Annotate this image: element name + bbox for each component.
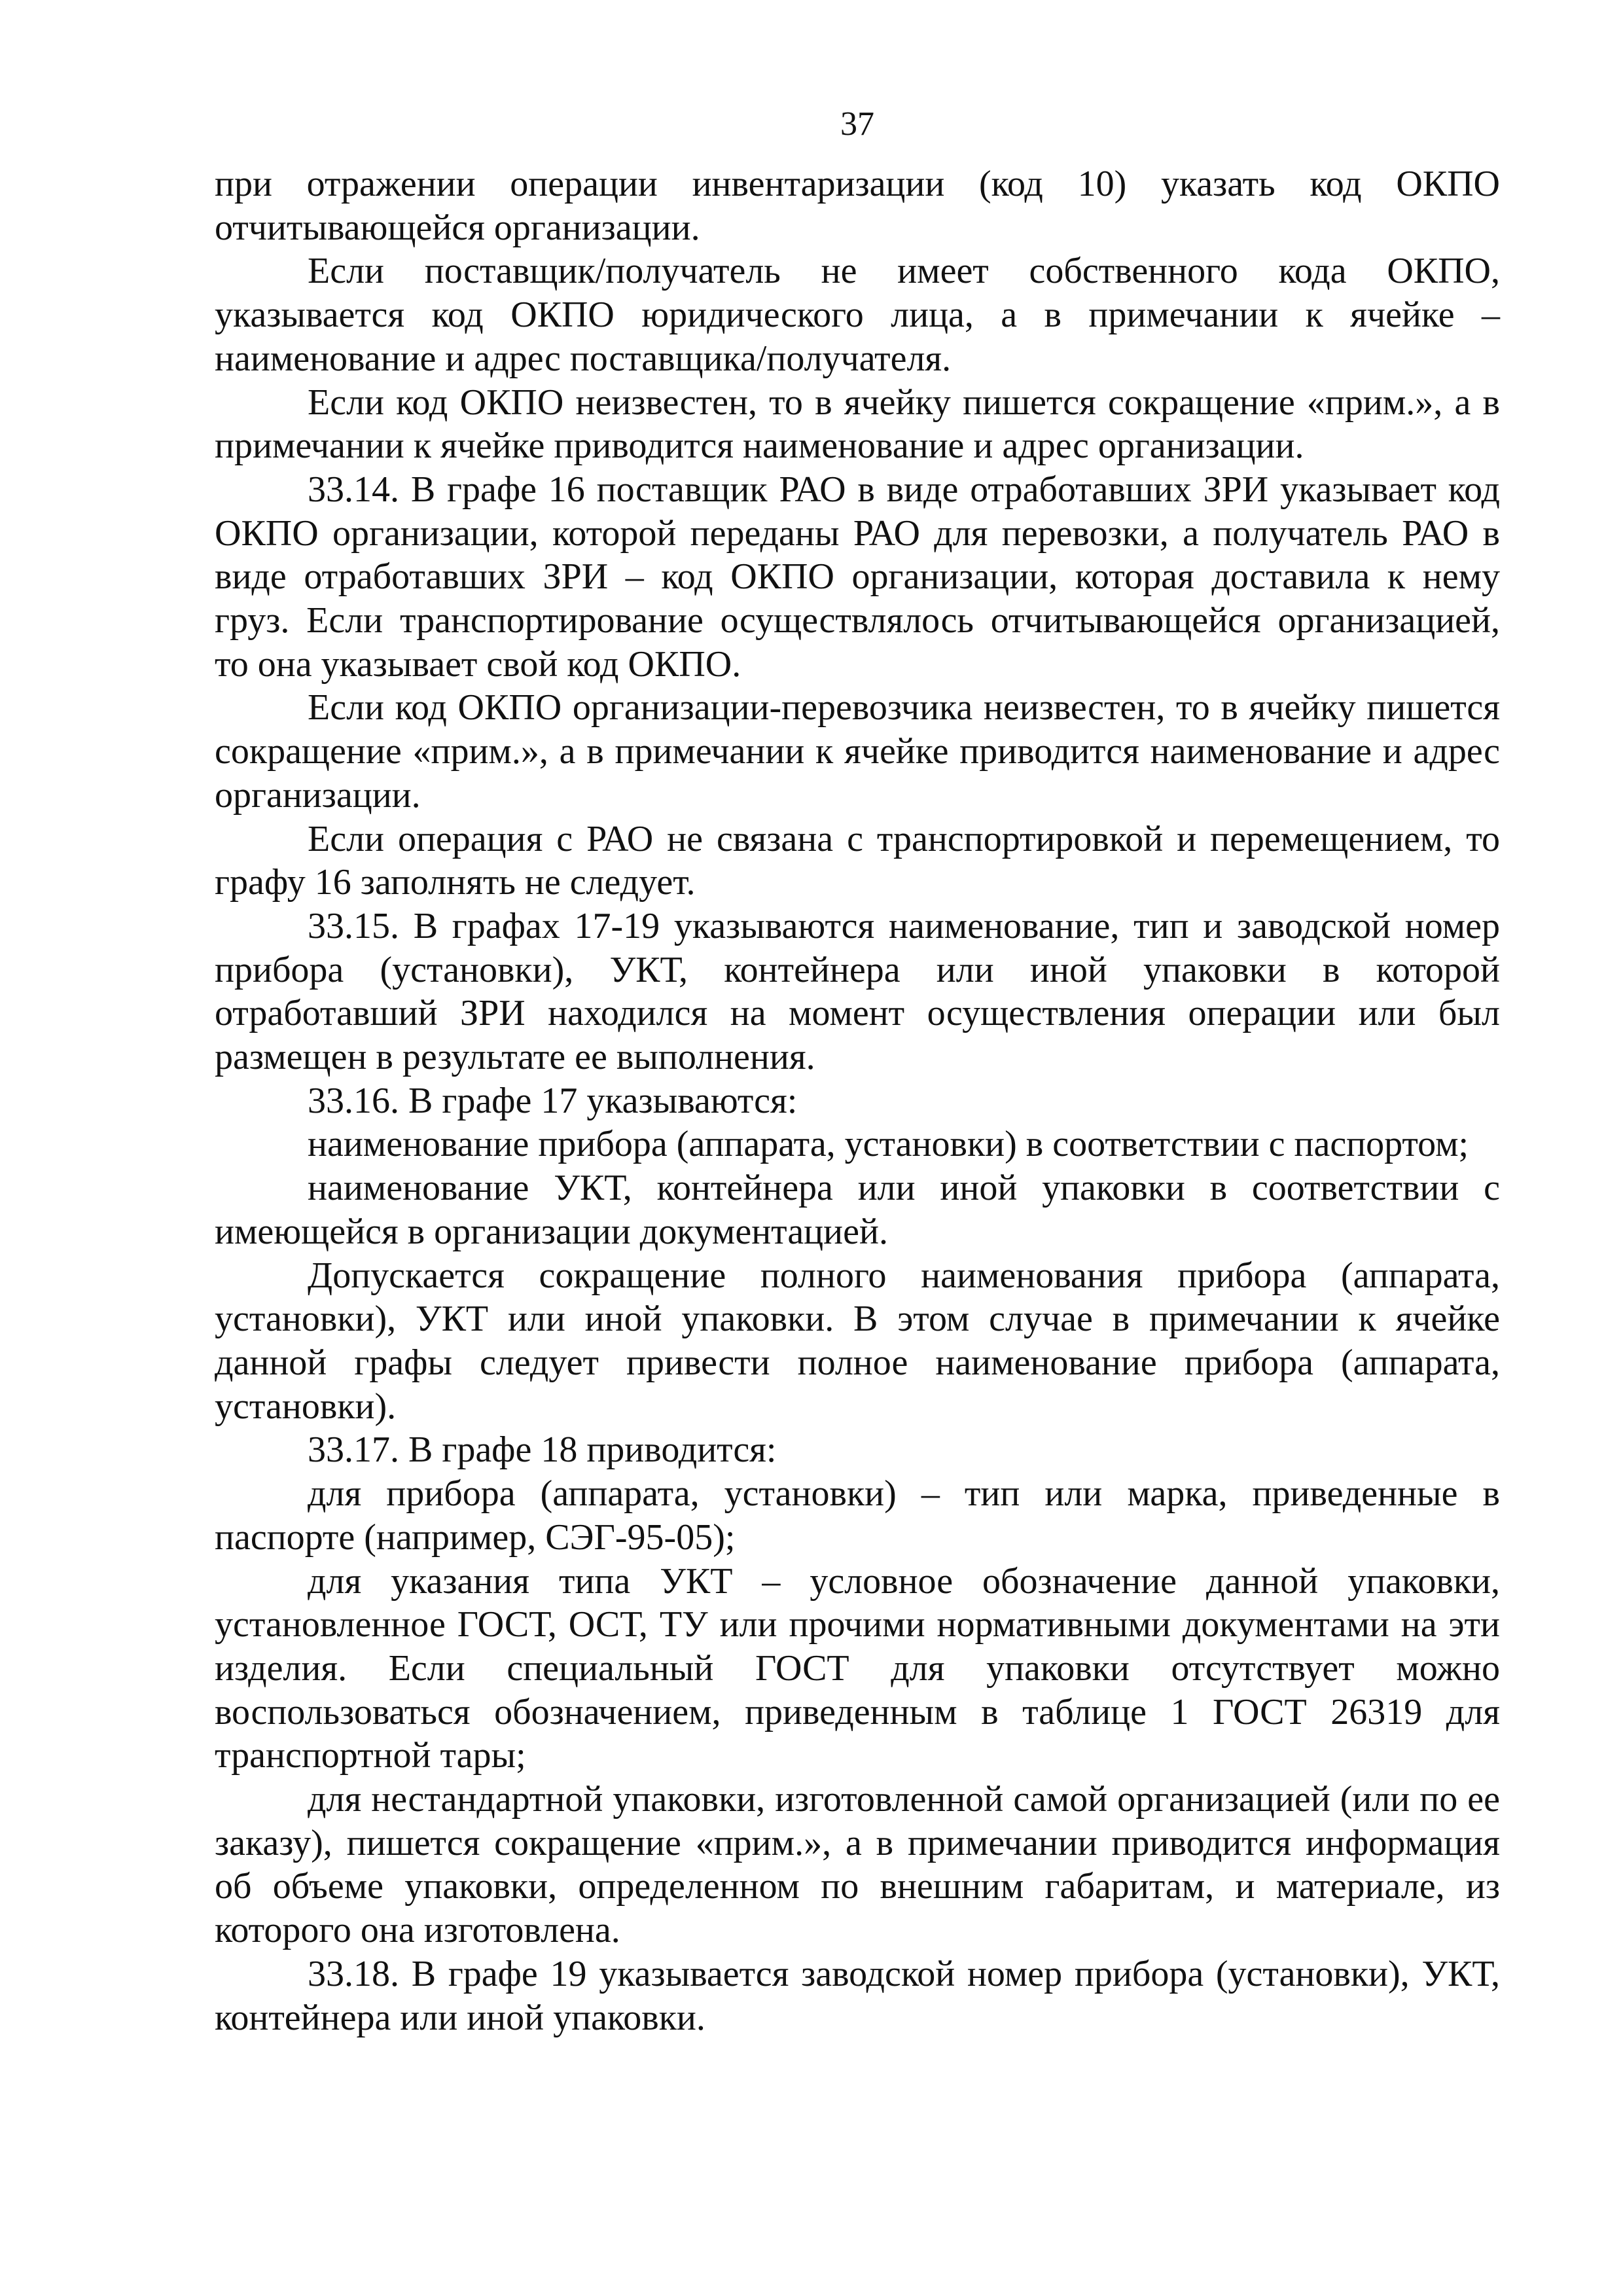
paragraph-1: при отражении операции инвентаризации (код 10) указать код ОКПО отчитывающейся организации. <box>215 164 1500 248</box>
body-text <box>215 162 1500 2039</box>
paragraph-15: для нестандартной упаковки, изготовленной самой организацией (или по ее заказу), пишется сокращение «прим.», а в примечании приводится информация об объеме упаковки, определенном по внешним габаритам, и материале, из которого она изготовлена. <box>215 1779 1500 1951</box>
paragraph-33-15: 33.15. В графах 17-19 указываются наименование, тип и заводской номер прибора (установки), УКТ, контейнера или иной упаковки в которой отработавший ЗРИ находился на момент осуществления операции или был размещен в результате ее выполнения. <box>215 905 1500 1078</box>
paragraph-10: наименование УКТ, контейнера или иной упаковки в соответствии с имеющейся в организации документацией. <box>215 1168 1500 1252</box>
paragraph-33-16: 33.16. В графе 17 указываются: <box>308 1080 798 1121</box>
paragraph-33-14: 33.14. В графе 16 поставщик РАО в виде отработавших ЗРИ указывает код ОКПО организации, которой переданы РАО для перевозки, а получатель РАО в виде отработавших ЗРИ – код ОКПО организации, которая доставила к нему груз. Если транспортирование осуществлялось отчитывающейся организацией, то она указывает свой код ОКПО. <box>215 469 1500 685</box>
paragraph-13: для прибора (аппарата, установки) – тип или марка, приведенные в паспорте (например, СЭГ-95-05); <box>215 1473 1500 1558</box>
paragraph-3: Если код ОКПО неизвестен, то в ячейку пишется сокращение «прим.», а в примечании к ячейке приводится наименование и адрес организации. <box>215 382 1500 467</box>
paragraph-33-17: 33.17. В графе 18 приводится: <box>308 1429 777 1471</box>
paragraph-5: Если код ОКПО организации-перевозчика неизвестен, то в ячейку пишется сокращение «прим.», а в примечании к ячейке приводится наименование и адрес организации. <box>215 687 1500 816</box>
paragraph-2: Если поставщик/получатель не имеет собственного кода ОКПО, указывается код ОКПО юридического лица, а в примечании к ячейке – наименование и адрес поставщика/получателя. <box>215 251 1500 379</box>
paragraph-9: наименование прибора (аппарата, установки) в соответствии с паспортом; <box>308 1124 1469 1165</box>
paragraph-33-18: 33.18. В графе 19 указывается заводской номер прибора (установки), УКТ, контейнера или иной упаковки. <box>215 1953 1500 2038</box>
paragraph-14: для указания типа УКТ – условное обозначение данной упаковки, установленное ГОСТ, ОСТ, ТУ или прочими нормативными документами на эти изделия. Если специальный ГОСТ для упаковки отсутствует можно воспользоваться обозначением, приведенным в таблице 1 ГОСТ 26319 для транспортной тары; <box>215 1560 1500 1776</box>
page-number: 37 <box>840 105 874 143</box>
paragraph-11: Допускается сокращение полного наименования прибора (аппарата, установки), УКТ или иной упаковки. В этом случае в примечании к ячейке данной графы следует привести полное наименование прибора (аппарата, установки). <box>215 1255 1500 1427</box>
paragraph-6: Если операция с РАО не связана с транспортировкой и перемещением, то графу 16 заполнять не следует. <box>215 818 1500 903</box>
